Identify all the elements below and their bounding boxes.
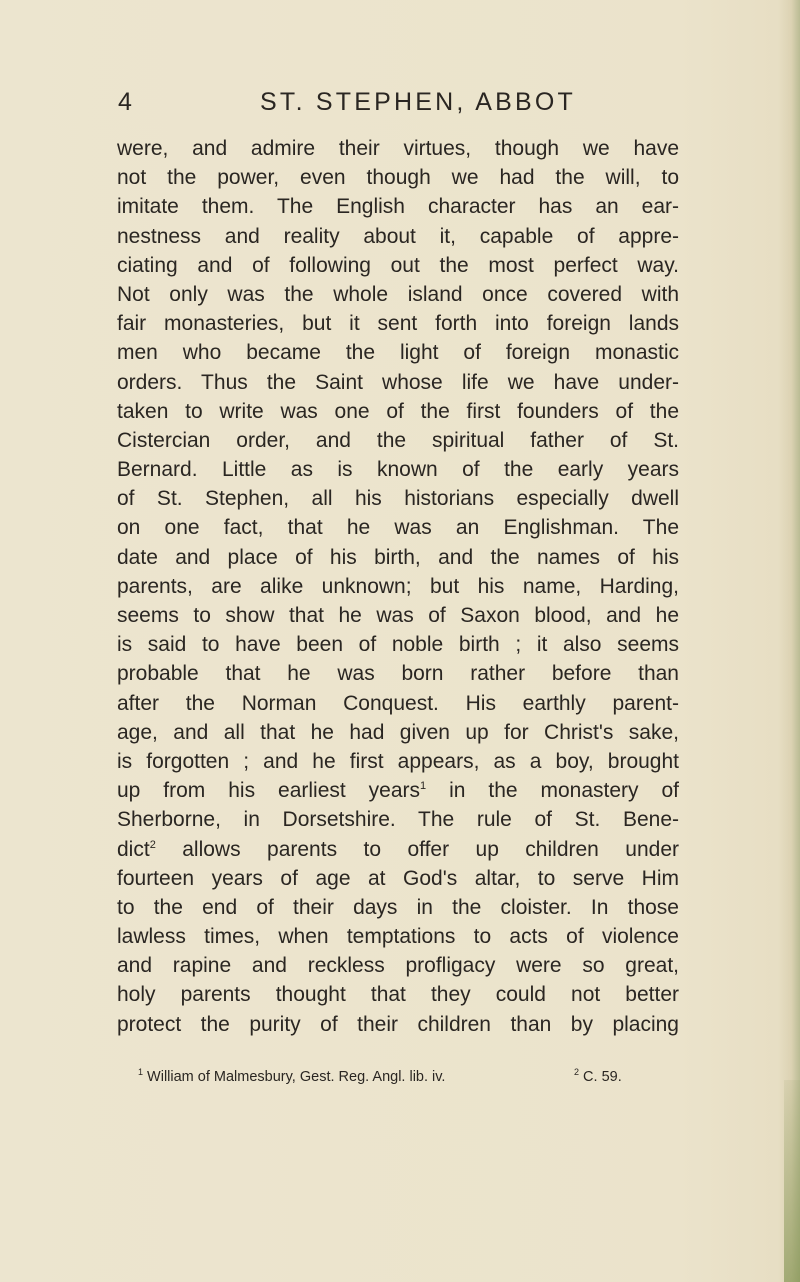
text-line: nestness and reality about it, capable of appre- [117, 224, 679, 248]
text-line: of St. Stephen, all his historians especially dwell [117, 487, 679, 511]
text-line: to the end of their days in the cloister. In those [117, 895, 679, 919]
text-line: protect the purity of their children than by placing [117, 1012, 679, 1036]
text-line: fourteen years of age at God's altar, to serve Him [117, 866, 679, 890]
running-head: ST. STEPHEN, ABBOT [260, 88, 576, 116]
text-line: fair monasteries, but it sent forth into foreign lands [117, 312, 679, 336]
text-line: dict$^2$ allows parents to offer up children under [117, 837, 679, 861]
footnote-mark: 1 [138, 1067, 144, 1077]
text-line: Bernard. Little as is known of the early years [117, 458, 679, 482]
body-text [117, 134, 679, 1039]
text-line: up from his earliest years$^1$ in the monastery of [117, 779, 679, 803]
text-line: men who became the light of foreign monastic [117, 341, 679, 365]
footnote-1 [138, 1069, 445, 1085]
text-line: imitate them. The English character has an ear- [117, 195, 679, 219]
text-line: Not only was the whole island once covered with [117, 282, 679, 306]
text-line: were, and admire their virtues, though we have [117, 137, 679, 160]
text-line: is said to have been of noble birth ; it also seems [117, 633, 679, 657]
text-line: age, and all that he had given up for Christ's sake, [117, 720, 679, 744]
text-line: after the Norman Conquest. His earthly parent- [117, 691, 679, 715]
text-line: is forgotten ; and he first appears, as a boy, brought [117, 749, 679, 773]
page-header [118, 88, 678, 122]
footnotes [138, 1069, 658, 1093]
text-line: on one fact, that he was an Englishman. The [117, 516, 679, 540]
footnote-ref-2: 2 [149, 838, 156, 851]
text-line: Cistercian order, and the spiritual father of St. [117, 428, 679, 452]
text-line: orders. Thus the Saint whose life we have under- [117, 370, 679, 394]
text-line: probable that he was born rather before than [117, 662, 679, 686]
page-edge-stain [784, 1080, 800, 1282]
text-line: seems to show that he was of Saxon blood, and he [117, 604, 679, 627]
text-line: parents, are alike unknown; but his name, Harding, [117, 574, 679, 598]
text-line: ciating and of following out the most perfect way. [117, 253, 679, 277]
text-line: holy parents thought that they could not better [117, 983, 679, 1007]
text-line: and rapine and reckless profligacy were so great, [117, 954, 679, 978]
footnote-text: C. 59. [583, 1069, 622, 1085]
text-line: lawless times, when temptations to acts of violence [117, 925, 679, 949]
page-number: 4 [118, 88, 133, 116]
text-line: not the power, even though we had the will, to [117, 166, 679, 190]
footnote-2 [574, 1069, 622, 1085]
footnote-ref-1: 1 [420, 780, 427, 793]
text-line: Sherborne, in Dorsetshire. The rule of St. Bene- [117, 808, 679, 832]
footnote-mark: 2 [574, 1067, 580, 1077]
footnote-text: William of Malmesbury, Gest. Reg. Angl. lib. iv. [147, 1069, 446, 1085]
text-line: date and place of his birth, and the names of his [117, 545, 679, 569]
text-line: taken to write was one of the first founders of the [117, 399, 679, 423]
